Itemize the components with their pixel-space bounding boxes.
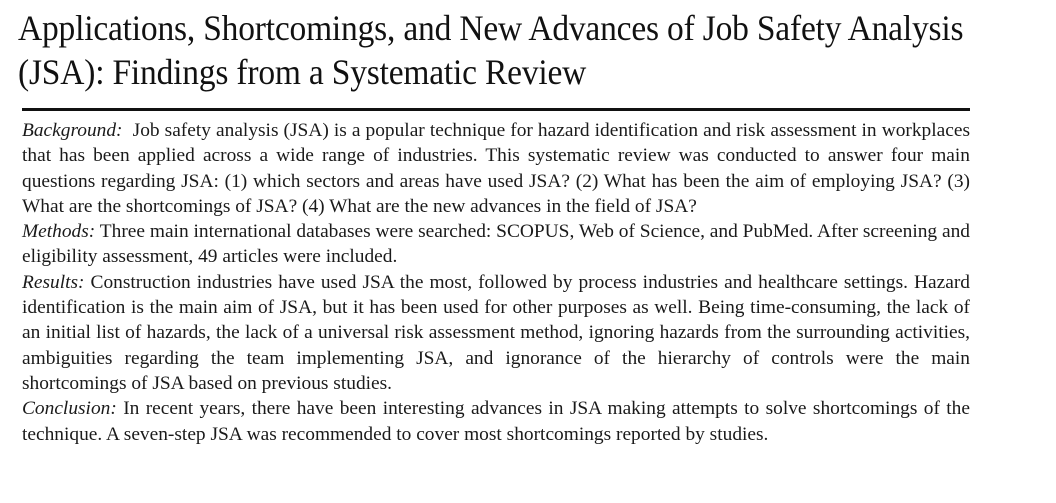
title-divider bbox=[22, 108, 970, 111]
abstract bbox=[22, 118, 970, 447]
results-label: Results: bbox=[22, 271, 85, 293]
abstract-methods bbox=[22, 219, 970, 270]
conclusion-text: In recent years, there have been interesting advances in JSA making attempts to solve shortcomings of the technique. A seven-step JSA was recommended to cover most shortcomings reported by studies. bbox=[22, 398, 970, 445]
abstract-conclusion bbox=[22, 396, 970, 447]
title-line-1: Applications, Shortcomings, and New Advances of Job Safety Analysis bbox=[18, 8, 964, 48]
conclusion-label: Conclusion: bbox=[22, 398, 117, 420]
title-line-2: (JSA): Findings from a Systematic Review bbox=[18, 52, 587, 92]
paper-title bbox=[18, 6, 985, 94]
methods-text: Three main international databases were searched: SCOPUS, Web of Science, and PubMed. After screening and eligibility assessment, 49 articles were included. bbox=[22, 221, 970, 268]
abstract-results bbox=[22, 270, 970, 396]
abstract-background bbox=[22, 118, 970, 219]
background-text: Job safety analysis (JSA) is a popular technique for hazard identification and risk assessment in workplaces that has been applied across a wide range of industries. This systematic review was conducted to answer four main questions regarding JSA: (1) which sectors and areas have used JSA? (2) What has been the aim of employing JSA? (3) What are the shortcomings of JSA? (4) What are the new advances in the field of JSA? bbox=[22, 120, 970, 217]
results-text: Construction industries have used JSA the most, followed by process industries and healthcare settings. Hazard identification is the main aim of JSA, but it has been used for other purposes as well. Being time-consuming, the lack of an initial list of hazards, the lack of a universal risk assessment method, ignoring hazards from the surrounding activities, ambiguities regarding the team implementing JSA, and ignorance of the hierarchy of controls were the main shortcomings of JSA based on previous studies. bbox=[22, 271, 970, 394]
methods-label: Methods: bbox=[22, 221, 96, 243]
background-label: Background: bbox=[22, 120, 123, 141]
